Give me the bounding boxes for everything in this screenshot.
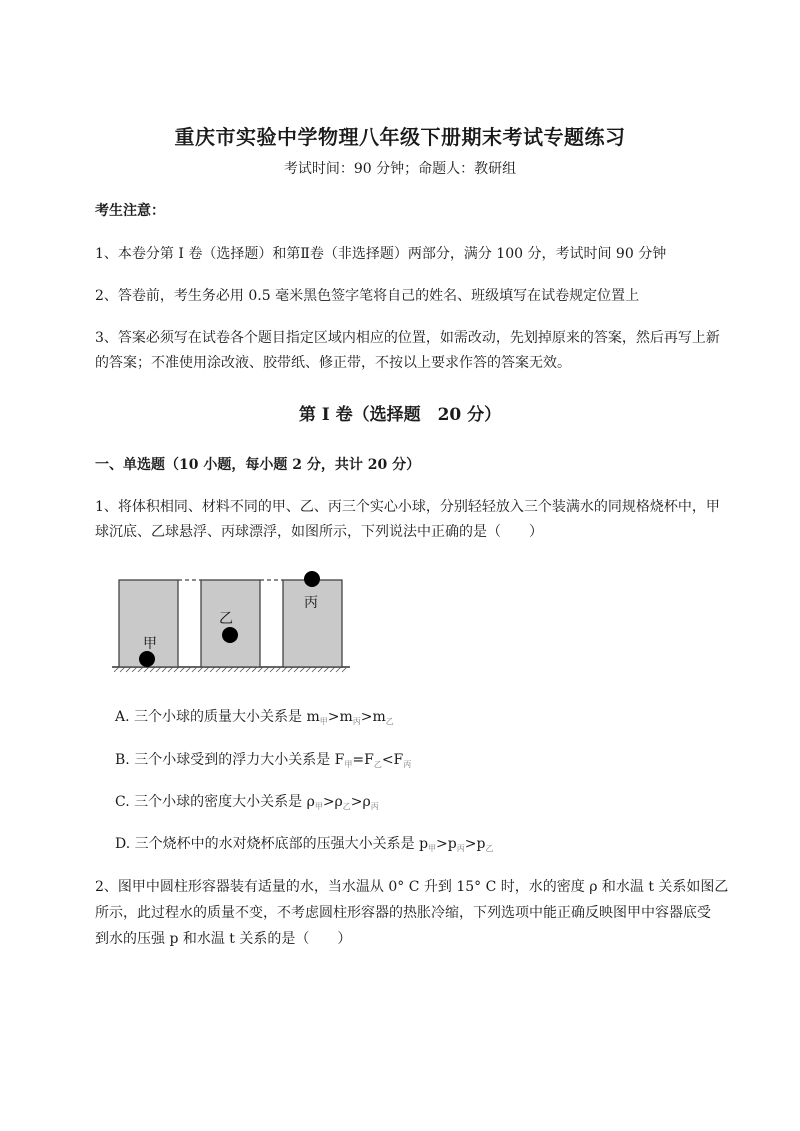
exam-info: 考试时间：90 分钟；命题人：教研组 (283, 161, 517, 177)
subscript: 甲 (319, 717, 328, 726)
symbol: F (334, 752, 345, 768)
option-b[interactable] (115, 750, 411, 775)
symbol: F (393, 752, 404, 768)
question-1-line1: 1、将体积相同、材料不同的甲、乙、丙三个实心小球，分别轻轻放入三个装满水的同规格烧杯中，甲 (95, 499, 720, 515)
notice-item-1: 1、本卷分第 I 卷（选择题）和第Ⅱ卷（非选择题）两部分，满分 100 分，考试时间 90 分钟 (95, 246, 667, 262)
subscript: 甲 (314, 802, 323, 811)
symbol: m (339, 709, 353, 725)
question-2-line3: 到水的压强 p 和水温 t 关系的是（ ） (95, 931, 352, 947)
beaker-bing (283, 580, 342, 667)
option-text: D. 三个烧杯中的水对烧杯底部的压强大小关系是 (115, 836, 420, 852)
option-c[interactable] (115, 792, 379, 817)
option-a[interactable] (115, 707, 394, 732)
option-text: A. 三个小球的质量大小关系是 (115, 709, 307, 725)
relation: > (350, 794, 363, 810)
subscript: 乙 (485, 844, 494, 853)
ball-yi (222, 627, 238, 643)
relation: > (322, 794, 335, 810)
relation: > (360, 709, 373, 725)
subscript: 丙 (456, 844, 465, 853)
ball-bing (304, 571, 320, 587)
label-bing: 丙 (304, 595, 318, 611)
symbol: ρ (334, 794, 343, 810)
subscript: 丙 (403, 760, 412, 769)
notice-item-3-line2: 的答案；不准使用涂改液、胶带纸、修正带，不按以上要求作答的答案无效。 (95, 355, 571, 371)
ball-jia (139, 651, 155, 667)
question-2-line2: 所示，此过程水的质量不变，不考虑圆柱形容器的热胀冷缩，下列选项中能正确反映图甲中容器底受 (95, 905, 711, 921)
symbol: m (372, 709, 386, 725)
ground-hatching (112, 667, 350, 672)
subscript: 丙 (352, 717, 361, 726)
notice-heading: 考生注意： (95, 203, 165, 219)
subscript: 乙 (373, 760, 382, 769)
label-jia: 甲 (143, 636, 157, 652)
option-d[interactable] (115, 834, 493, 859)
option-text: B. 三个小球受到的浮力大小关系是 (115, 752, 335, 768)
relation: > (464, 836, 477, 852)
question-2-line1: 2、图甲中圆柱形容器装有适量的水，当水温从 0° C 升到 15° C 时，水的密度 ρ 和水温 t 关系如图乙 (95, 879, 729, 895)
symbol: ρ (306, 794, 315, 810)
symbol: p (419, 836, 429, 852)
subscript: 甲 (428, 844, 437, 853)
relation: > (436, 836, 448, 852)
option-text: C. 三个小球的密度大小关系是 (115, 794, 307, 810)
symbol: p (476, 836, 486, 852)
subscript: 乙 (385, 717, 394, 726)
label-yi: 乙 (219, 611, 233, 627)
subscript: 丙 (370, 802, 379, 811)
relation: < (381, 752, 394, 768)
section-title: 第 I 卷（选择题 20 分） (298, 405, 502, 425)
part-heading: 一、单选题（10 小题，每小题 2 分，共计 20 分） (95, 457, 421, 473)
question-1-line2: 球沉底、乙球悬浮、丙球漂浮，如图所示，下列说法中正确的是（ ） (95, 524, 543, 540)
beakers-figure (110, 568, 360, 680)
symbol: m (306, 709, 320, 725)
subscript: 乙 (342, 802, 351, 811)
page-title: 重庆市实验中学物理八年级下册期末考试专题练习 (174, 125, 626, 149)
symbol: p (447, 836, 457, 852)
subscript: 甲 (344, 760, 353, 769)
relation: = (352, 752, 365, 768)
notice-item-3-line1: 3、答案必须写在试卷各个题目指定区域内相应的位置，如需改动，先划掉原来的答案，然后再写上新 (95, 330, 720, 346)
relation: > (327, 709, 340, 725)
symbol: ρ (362, 794, 371, 810)
symbol: F (364, 752, 374, 768)
notice-item-2: 2、答卷前，考生务必用 0.5 毫米黑色签字笔将自己的姓名、班级填写在试卷规定位置上 (95, 288, 640, 304)
